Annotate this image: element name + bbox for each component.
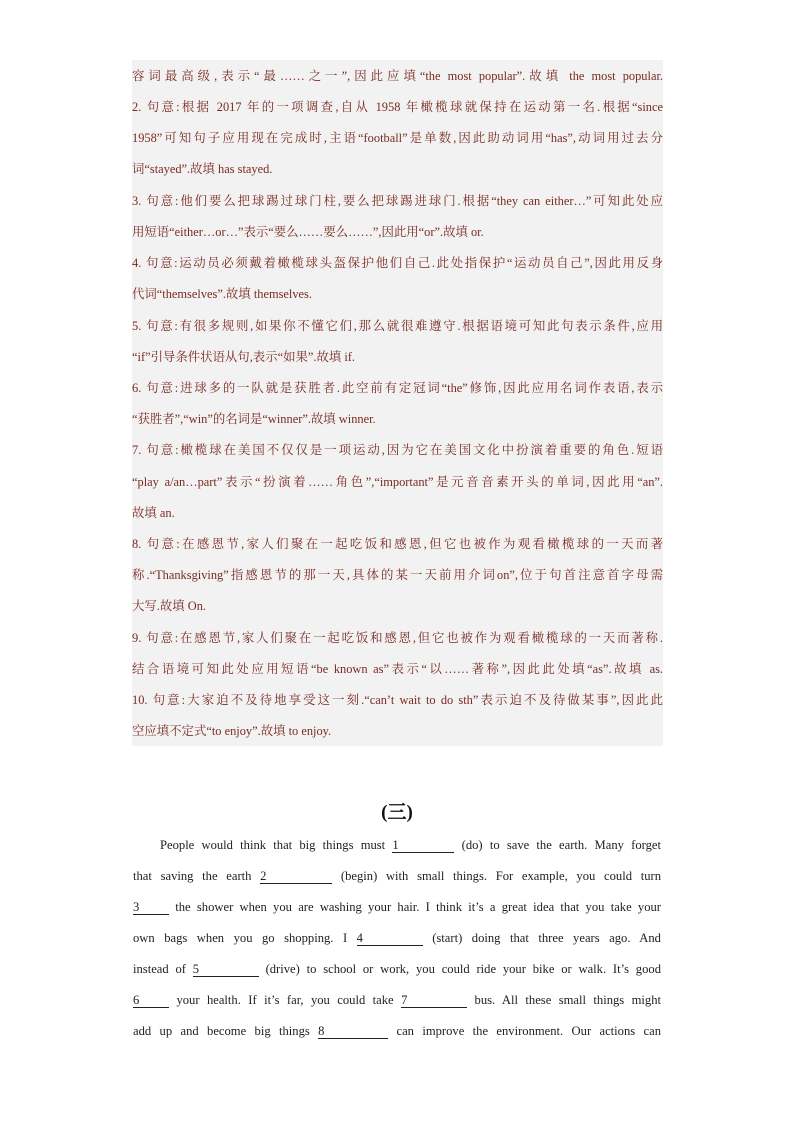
passage-line — [133, 868, 661, 884]
passage-text: People would think that big things must — [160, 838, 386, 852]
answer-line: 7. 句意:橄榄球在美国不仅仅是一项运动,因为它在美国文化中扮演着重要的角色.短语 — [132, 443, 663, 457]
passage-line — [133, 930, 661, 946]
passage-text: bus. All these small things might — [474, 993, 662, 1007]
passage-line — [133, 1023, 661, 1039]
answer-line: 代词“themselves”.故填 themselves. — [132, 287, 312, 301]
answer-line: 8. 句意:在感恩节,家人们聚在一起吃饭和感恩,但它也被作为观看橄榄球的一天而著 — [132, 537, 663, 551]
answer-line: 10. 句意:大家迫不及待地享受这一刻.“can’t wait to do sth”表示迫不及待做某事”,因此此 — [132, 693, 663, 707]
passage-text: that saving the earth — [133, 869, 252, 883]
answer-line: 空应填不定式“to enjoy”.故填 to enjoy. — [132, 724, 332, 738]
answer-line: 9. 句意:在感恩节,家人们聚在一起吃饭和感恩,但它也被作为观看橄榄球的一天而著称. — [132, 631, 663, 645]
blank-3[interactable]: 3 — [133, 901, 169, 915]
section-title: (三) — [381, 802, 413, 823]
blank-8[interactable]: 8 — [318, 1025, 388, 1039]
answer-explanations-panel — [132, 60, 663, 746]
answer-line: 用短语“either…or…”表示“要么……要么……”,因此用“or”.故填 or. — [132, 225, 484, 239]
answer-line: 3. 句意:他们要么把球踢过球门柱,要么把球踢进球门.根据“they can either…”可知此处应 — [132, 194, 663, 208]
passage-text: (do) to save the earth. Many forget — [461, 838, 661, 852]
blank-1[interactable]: 1 — [392, 839, 454, 853]
blank-7[interactable]: 7 — [401, 994, 467, 1008]
passage-text: (drive) to school or work, you could ride your bike or walk. It’s good — [265, 962, 661, 976]
passage-line — [133, 961, 661, 977]
blank-2[interactable]: 2 — [260, 870, 332, 884]
answer-line: 结合语境可知此处应用短语“be known as”表示“以……著称”,因此此处填“as”.故填 as. — [132, 662, 663, 676]
answer-line: 5. 句意:有很多规则,如果你不懂它们,那么就很难遵守.根据语境可知此句表示条件,应用 — [132, 319, 663, 333]
passage-text: the shower when you are washing your hair. I think it’s a great idea that you take your — [175, 900, 662, 914]
answer-line: 4. 句意:运动员必须戴着橄榄球头盔保护他们自己.此处指保护“运动员自己”,因此用反身 — [132, 256, 663, 270]
answer-line: “play a/an…part”表示“扮演着……角色”,“important”是元音音素开头的单词,因此用“an”. — [132, 475, 663, 489]
answer-line: 称.“Thanksgiving”指感恩节的那一天,具体的某一天前用介词on”,位于句首注意首字母需 — [132, 568, 663, 582]
blank-5[interactable]: 5 — [193, 963, 259, 977]
answer-line: 词“stayed”.故填 has stayed. — [132, 162, 273, 176]
passage-line — [160, 837, 661, 853]
answer-line: 大写.故填 On. — [132, 599, 206, 613]
passage-text: add up and become big things — [133, 1024, 310, 1038]
answer-line: 1958”可知句子应用现在完成时,主语“football”是单数,因此助动词用“has”,动词用过去分 — [132, 131, 663, 145]
passage-line — [133, 899, 661, 915]
passage-text: your health. If it’s far, you could take — [176, 993, 394, 1007]
passage-text: instead of — [133, 962, 186, 976]
passage-text: (start) doing that three years ago. And — [432, 931, 661, 945]
passage-text: own bags when you go shopping. I — [133, 931, 348, 945]
answer-line: 2. 句意:根据 2017 年的一项调查,自从 1958 年橄榄球就保持在运动第一名.根据“since — [132, 100, 663, 114]
passage-line — [133, 992, 661, 1008]
answer-line: 6. 句意:进球多的一队就是获胜者.此空前有定冠词“the”修饰,因此应用名词作表语,表示 — [132, 381, 663, 395]
blank-4[interactable]: 4 — [357, 932, 423, 946]
answer-line: “if”引导条件状语从句,表示“如果”.故填 if. — [132, 350, 355, 364]
blank-6[interactable]: 6 — [133, 994, 169, 1008]
answer-line: 故填 an. — [132, 506, 175, 520]
passage-text: can improve the environment. Our actions can — [396, 1024, 661, 1038]
passage-text: (begin) with small things. For example, you could turn — [340, 869, 662, 883]
answer-line: 容词最高级,表示“最……之一”,因此应填“the most popular”.故填 the most popular. — [132, 69, 663, 83]
answer-line: “获胜者”,“win”的名词是“winner”.故填 winner. — [132, 412, 376, 426]
